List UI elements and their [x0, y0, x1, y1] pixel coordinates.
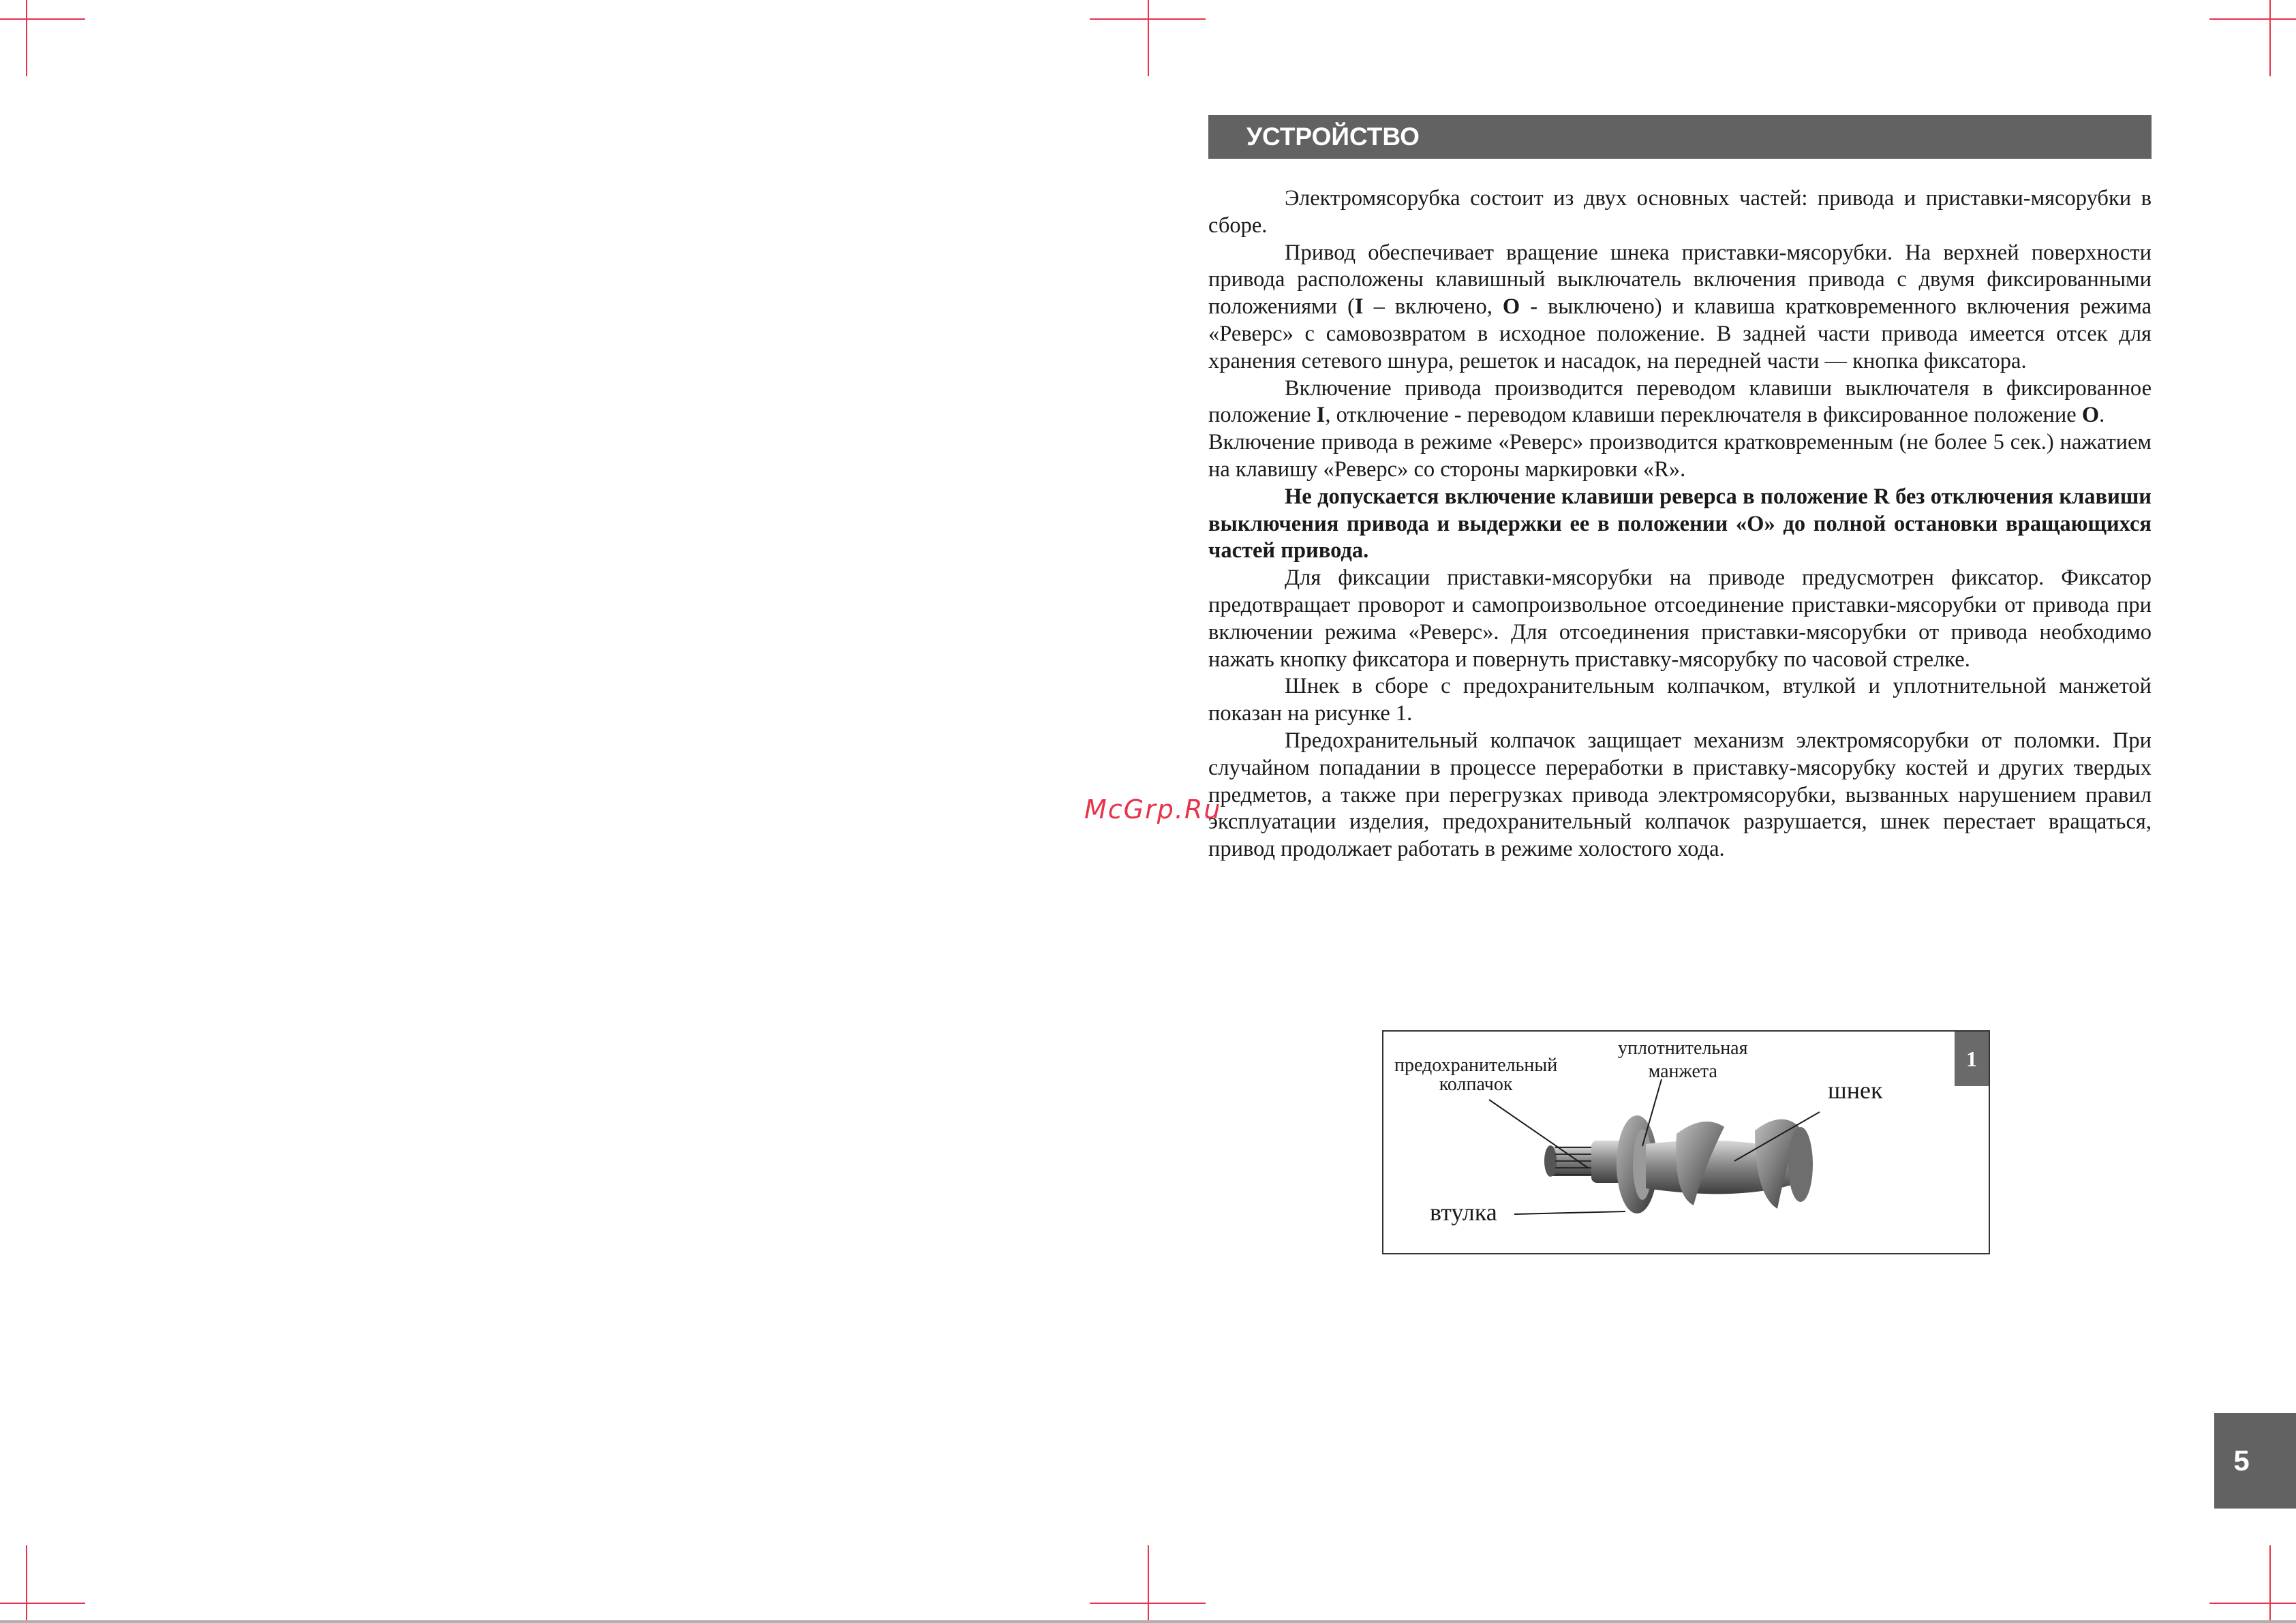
label-seal: уплотнительная манжета: [1618, 1038, 1748, 1082]
text-run: - выключено) и клавиша кратковременного включения режима «Реверс» с самовозвратом в исходное положение. В задней части привода имеется отсек для хранения сетевого шнура, решеток и насадок, на передней части — кнопка фиксатора.: [1208, 294, 2152, 373]
sleeve-end: [1544, 1145, 1557, 1177]
text-run: Включение привода производится переводом клавиши выключателя в фиксированное положение: [1208, 375, 2152, 428]
label-cap: предохранительный колпачок: [1394, 1055, 1558, 1095]
body-text: [1208, 185, 2152, 863]
label-auger: шнек: [1828, 1077, 1883, 1104]
warning-text: Не допускается включение клавиши реверса в положение R без отключения клавиши выключения привода и выдержки ее в положении «O» до полной остановки вращающихся частей привода.: [1208, 484, 2152, 563]
paragraph-latch: Для фиксации приставки-мясорубки на приводе предусмотрен фиксатор. Фиксатор предотвращает проворот и самопроизвольное отсоединение приставки-мясорубки от привода при включении режима «Реверс». Для отсоединения приставки-мясорубки от привода необходимо нажать кнопку фиксатора и повернуть приставку-мясорубку по часовой стрелке.: [1208, 566, 2152, 672]
bold-run: O: [2081, 403, 2100, 428]
bottom-rule: [0, 1620, 2296, 1623]
crop-mark: [2269, 0, 2271, 76]
bold-run: O: [1502, 294, 1520, 320]
watermark: McGrp.Ru: [1084, 794, 1222, 824]
crop-mark: [0, 1603, 85, 1604]
section-title: УСТРОЙСТВО: [1246, 123, 1420, 151]
crop-mark: [26, 1545, 27, 1623]
auger-tip: [1788, 1127, 1813, 1202]
paragraph-reverse: Включение привода в режиме «Реверс» производится кратковременным (не более 5 сек.) нажатием на клавишу «Реверс» со стороны маркировки «R».: [1208, 430, 2152, 482]
bold-run: I: [1354, 294, 1364, 320]
leader-cap: [1489, 1100, 1588, 1168]
figure-auger: [1382, 1030, 1990, 1254]
paragraph-overview: Электромясорубка состоит из двух основных частей: привода и приставки-мясорубки в сборе.: [1208, 186, 2152, 238]
paragraph-switching: [1208, 375, 2152, 430]
crop-mark: [0, 18, 85, 20]
paragraph-drive: [1208, 240, 2152, 375]
paragraph-safety-cap: Предохранительный колпачок защищает механизм электромясорубки от поломки. При случайном попадании в процессе переработки в приставку-мясорубку костей и других твердых предметов, а также при перегрузках привода электромясорубки, вызванных нарушением правил эксплуатации изделия, предохранительный колпачок разрушается, шнек перестает вращаться, привод продолжает работать в режиме холостого хода.: [1208, 728, 2152, 862]
section-header-bar: [1208, 115, 2152, 159]
crop-mark: [2209, 1603, 2296, 1604]
text-run: – включено,: [1363, 294, 1503, 320]
crop-mark: [2209, 18, 2296, 20]
text-run: .: [2099, 403, 2105, 428]
paragraph-warning: [1208, 484, 2152, 565]
page-number-tab: [2214, 1413, 2296, 1509]
paragraph-auger: Шнек в сборе с предохранительным колпачком, втулкой и уплотнительной манжетой показан на рисунке 1.: [1208, 674, 2152, 726]
bold-run: I: [1316, 403, 1326, 428]
text-run: Привод обеспечивает вращение шнека приставки-мясорубки. На верхней поверхности привода расположены клавишный выключатель включения привода с двумя фиксированными положениями (: [1208, 240, 2152, 320]
crop-mark: [1148, 1545, 1149, 1623]
crop-mark: [1148, 0, 1149, 76]
crop-mark: [2269, 1545, 2271, 1623]
text-run: , отключение - переводом клавиши переключателя в фиксированное положение: [1325, 403, 2082, 428]
crop-mark: [26, 0, 27, 76]
figure-number: 1: [1955, 1032, 1989, 1086]
label-sleeve: втулка: [1430, 1199, 1497, 1226]
leader-sleeve: [1514, 1211, 1625, 1214]
page-number: 5: [2233, 1444, 2250, 1477]
